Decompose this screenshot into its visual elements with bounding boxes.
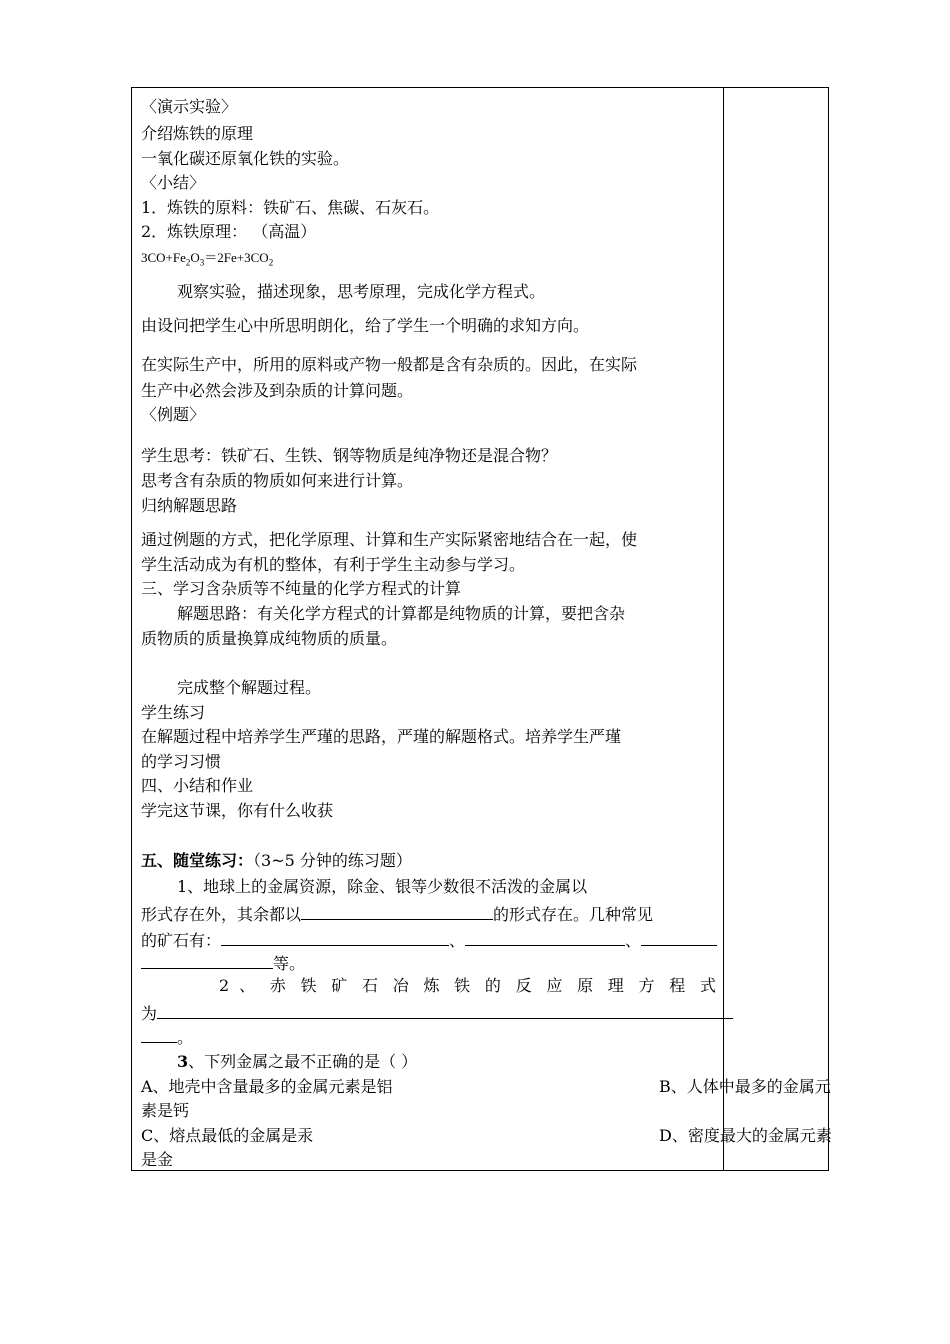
text-line: 通过例题的方式，把化学原理、计算和生产实际紧密地结合在一起，使: [141, 530, 638, 549]
text-line: 在解题过程中培养学生严瑾的思路，严瑾的解题格式。培养学生严瑾: [141, 727, 622, 746]
text-line: 2．炼铁原理： （高温）: [141, 222, 317, 241]
text-line: 完成整个解题过程。: [177, 678, 322, 697]
answer-blank[interactable]: [301, 903, 493, 920]
example-label: 〈例题〉: [141, 405, 206, 424]
text-line: 1．炼铁的原料：铁矿石、焦碳、石灰石。: [141, 198, 440, 217]
section-four-heading: 四、小结和作业: [141, 776, 254, 795]
demo-experiment-label: 〈演示实验〉: [141, 97, 238, 116]
answer-blank[interactable]: [141, 952, 273, 969]
option-c[interactable]: C、熔点最低的金属是汞: [141, 1126, 314, 1145]
text-line: 思考含有杂质的物质如何来进行计算。: [141, 471, 414, 490]
summary-label: 〈小结〉: [141, 173, 206, 192]
text-line: 生产中必然会涉及到杂质的计算问题。: [141, 381, 414, 400]
text-line: 学完这节课，你有什么收获: [141, 801, 334, 820]
option-d[interactable]: D、密度最大的金属元素: [659, 1126, 832, 1145]
question-3: 3、下列金属之最不正确的是（ ）: [177, 1052, 418, 1071]
answer-blank[interactable]: [221, 929, 449, 946]
text-line: 学生活动成为有机的整体，有利于学生主动参与学习。: [141, 555, 526, 574]
text-line: 解题思路：有关化学方程式的计算都是纯物质的计算，要把含杂: [177, 604, 626, 623]
answer-blank[interactable]: [465, 929, 625, 946]
text-line: 在实际生产中，所用的原料或产物一般都是含有杂质的。因此，在实际: [141, 355, 638, 374]
text-line: 学生思考：铁矿石、生铁、钢等物质是纯净物还是混合物？: [141, 446, 558, 465]
answer-blank[interactable]: [641, 929, 717, 946]
text-line: 由设问把学生心中所思明朗化，给了学生一个明确的求知方向。: [141, 316, 590, 335]
question-1-line: 1、地球上的金属资源，除金、银等少数很不活泼的金属以: [177, 877, 588, 896]
question-3-options-row: [141, 1077, 831, 1097]
question-1-line: 等。: [141, 952, 305, 974]
answer-blank[interactable]: [157, 1002, 733, 1019]
question-1-line: 的矿石有： 、 、: [141, 929, 717, 951]
text-line: 介绍炼铁的原理: [141, 124, 254, 143]
section-three-heading: 三、学习含杂质等不纯量的化学方程式的计算: [141, 579, 462, 598]
question-3-options-row: [141, 1126, 832, 1146]
text-line: 的学习习惯: [141, 752, 222, 771]
question-2-line: 。: [141, 1026, 193, 1048]
notes-column-empty: [724, 88, 828, 1170]
text-line: 质物质的质量换算成纯物质的质量。: [141, 629, 398, 648]
text-line: 观察实验，描述现象，思考原理，完成化学方程式。: [177, 282, 546, 301]
option-b-continued: 素是钙: [141, 1101, 190, 1120]
option-d-continued: 是金: [141, 1150, 174, 1169]
chemical-equation: $3CO+Fe_2O_3=2Fe+3CO_2$: [141, 250, 274, 268]
text-line: 一氧化碳还原氧化铁的实验。: [141, 149, 350, 168]
student-practice-label: 学生练习: [141, 703, 206, 722]
question-2-line: 2 、 赤 铁 矿 石 冶 炼 铁 的 反 应 原 理 方 程 式: [219, 976, 716, 995]
question-1-line: 形式存在外，其余都以 的形式存在。几种常见: [141, 905, 654, 924]
section-five-heading: 五、随堂练习：（3~5 分钟的练习题）: [141, 851, 412, 870]
option-a[interactable]: A、地壳中含量最多的金属元素是铝: [141, 1077, 393, 1096]
question-2-line: 为: [141, 1002, 733, 1024]
option-b[interactable]: B、人体中最多的金属元: [659, 1077, 831, 1096]
answer-blank[interactable]: [141, 1026, 177, 1043]
text-line: 归纳解题思路: [141, 496, 238, 515]
